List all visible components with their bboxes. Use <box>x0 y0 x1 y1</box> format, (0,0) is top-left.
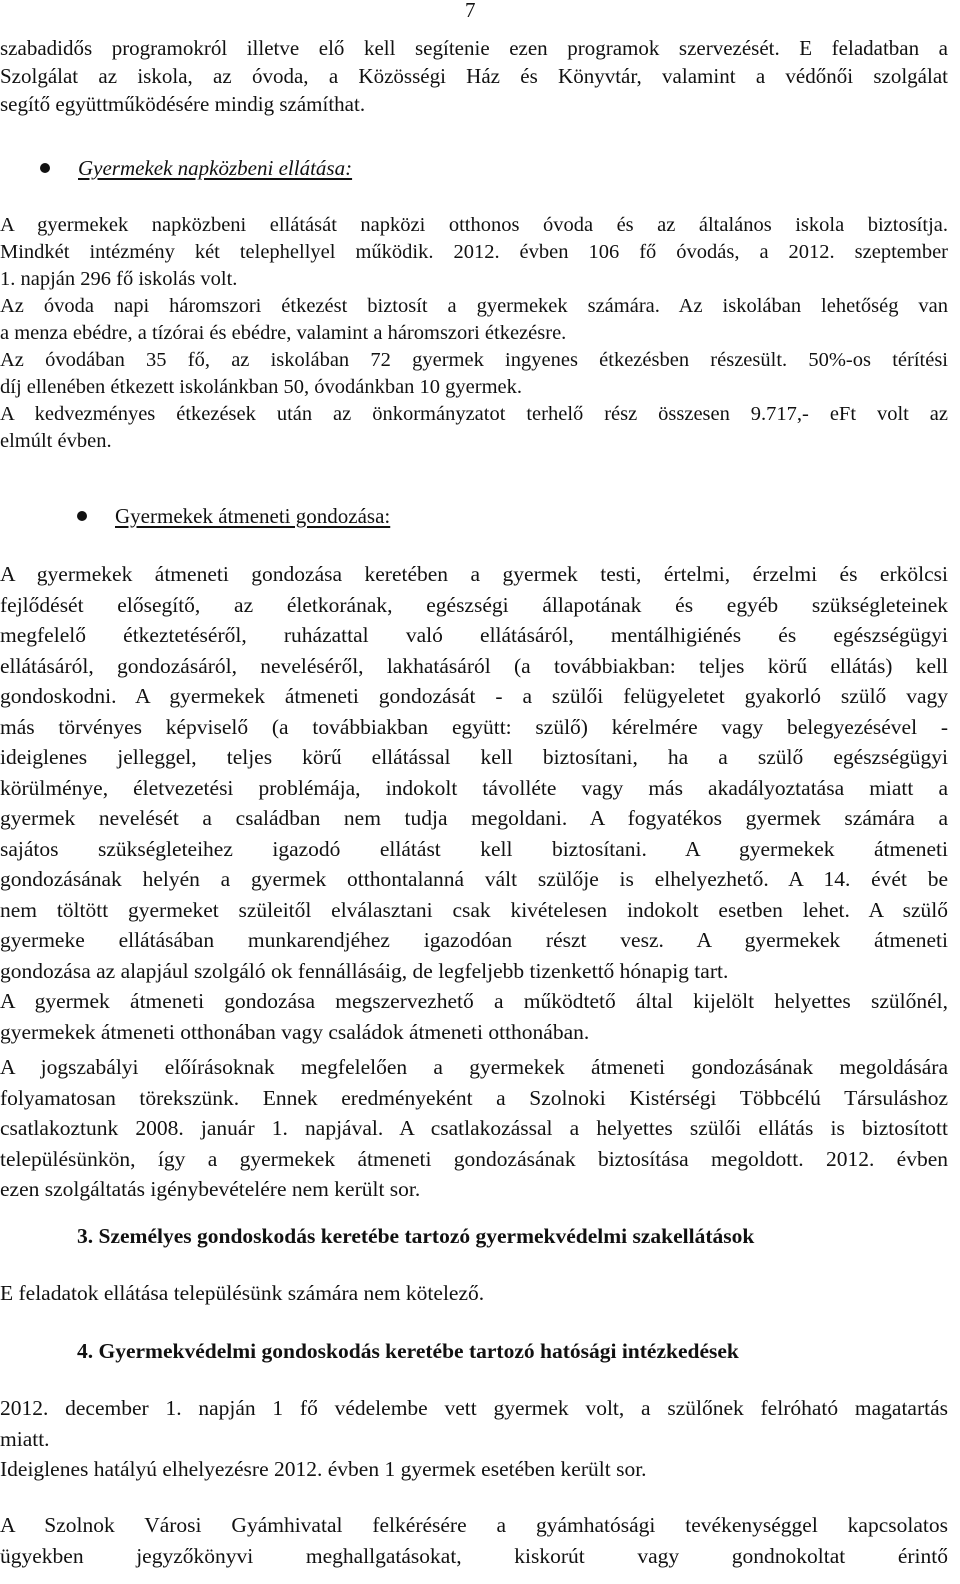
section-heading-napkozi <box>40 154 352 182</box>
text-line: megfelelő étkeztetéséről, ruházattal való ellátásáról, mentálhigiénés és egészségügyi <box>0 623 948 647</box>
bullet-icon <box>77 511 87 521</box>
text-line: más törvényes képviselő (a továbbiakban együtt: szülő) kérelmére vagy belegyezésével - <box>0 714 948 739</box>
section-3-title: 3. Személyes gondoskodás keretébe tartozó gyermekvédelmi szakellátások <box>77 1224 755 1248</box>
text-line: gondoskodni. A gyermekek átmeneti gondozását - a szülői felügyeletet gyakorló szülő vagy <box>0 684 948 708</box>
page-number: 7 <box>465 0 476 22</box>
text-line: A gyermek átmeneti gondozása megszervezhető a működtető által kijelölt helyettes szülőnél, <box>0 989 948 1013</box>
atmeneti-paragraph-2 <box>0 1052 948 1205</box>
text-line: gondozása az alapjául szolgáló ok fennállásáig, de legfeljebb tizenkettő hónapig tart. <box>0 958 729 983</box>
text-line: Az óvoda napi háromszori étkezést biztosít a gyermekek számára. Az iskolában lehetőség van <box>0 295 948 317</box>
text-line: A gyermekek átmeneti gondozása keretében a gyermek testi, értelmi, érzelmi és erkölcsi <box>0 562 948 586</box>
text-line: gyermek nevelését a családban nem tudja megoldani. A fogyatékos gyermek számára a <box>0 806 948 830</box>
text-line: A gyermekek napközbeni ellátását napközi otthonos óvoda és az általános iskola biztosítja. <box>0 214 948 236</box>
section-4-paragraph <box>0 1393 948 1485</box>
text-line: a menza ebédre, a tízórai és ebédre, valamint a háromszori étkezésre. <box>0 322 567 344</box>
text-line: elmúlt évben. <box>0 430 112 452</box>
text-line: gyermekek átmeneti otthonában vagy családok átmeneti otthonában. <box>0 1019 590 1044</box>
text-line: Mindkét intézmény két telephellyel működik. 2012. évben 106 fő óvodás, a 2012. szeptember <box>0 241 948 263</box>
text-line: 2012. december 1. napján 1 fő védelembe vett gyermek volt, a szülőnek felróható magatartás <box>0 1396 948 1420</box>
text-line: Szolgálat az iskola, az óvoda, a Közösségi Ház és Könyvtár, valamint a védőnői szolgálat <box>0 64 948 88</box>
section-3-paragraph <box>0 1278 948 1309</box>
text-line: ügyekben jegyzőkönyvi meghallgatásokat, kiskorút vagy gondnokoltat érintő <box>0 1543 948 1568</box>
text-line: szabadidős programokról illetve elő kell segítenie ezen programok szervezését. E feladatban a <box>0 36 948 60</box>
text-line: csatlakoztunk 2008. január 1. napjával. A csatlakozással a helyettes szülői ellátás is biztosított <box>0 1116 948 1140</box>
text-line: nem töltött gyermeket szüleitől elválasztani csak kivételesen indokolt esetben lehet. A szülő <box>0 897 948 922</box>
text-line: gyermeke ellátásában munkarendjéhez igazodóan részt vesz. A gyermekek átmeneti <box>0 928 948 952</box>
text-line: fejlődését elősegítő, az életkorának, egészségi állapotának és egyéb szükségleteinek <box>0 592 948 617</box>
section-4-title: 4. Gyermekvédelmi gondoskodás keretébe tartozó hatósági intézkedések <box>77 1339 739 1363</box>
text-line: sajátos szükségleteihez igazodó ellátást kell biztosítani. A gyermekek átmeneti <box>0 836 948 861</box>
heading-text: Gyermekek átmeneti gondozása: <box>115 504 391 528</box>
section-4-paragraph-2 <box>0 1510 948 1571</box>
intro-paragraph <box>0 34 948 118</box>
atmeneti-paragraph <box>0 559 948 1047</box>
bullet-icon <box>40 163 50 173</box>
text-line: ellátásáról, gondozásáról, neveléséről, lakhatásáról (a továbbiakban: teljes körű ellátás) kell <box>0 653 948 678</box>
text-line: A kedvezményes étkezések után az önkormányzatot terhelő rész összesen 9.717,- eFt volt az <box>0 403 948 425</box>
text-line: ideiglenes jelleggel, teljes körű ellátással kell biztosítani, ha a szülő egészségügyi <box>0 745 948 769</box>
text-line: településünkön, így a gyermekek átmeneti gondozásának biztosítása megoldott. 2012. évben <box>0 1146 948 1171</box>
text-line: folyamatosan törekszünk. Ennek eredményeként a Szolnoki Kistérségi Többcélú Társuláshoz <box>0 1085 948 1110</box>
text-line: A jogszabályi előírásoknak megfelelően a gyermekek átmeneti gondozásának megoldására <box>0 1055 948 1079</box>
text-line: miatt. <box>0 1426 50 1451</box>
text-line: A Szolnok Városi Gyámhivatal felkérésére a gyámhatósági tevékenységgel kapcsolatos <box>0 1513 948 1537</box>
text-line: segítő együttműködésére mindig számíthat. <box>0 92 366 116</box>
text-line: Az óvodában 35 fő, az iskolában 72 gyermek ingyenes étkezésben részesült. 50%-os térítési <box>0 349 948 371</box>
text-line: E feladatok ellátása településünk számára nem kötelező. <box>0 1281 485 1305</box>
text-line: ezen szolgáltatás igénybevételére nem került sor. <box>0 1177 421 1201</box>
heading-text: Gyermekek napközbeni ellátása: <box>78 156 353 180</box>
text-line: Ideiglenes hatályú elhelyezésre 2012. évben 1 gyermek esetében került sor. <box>0 1457 647 1481</box>
text-line: körülménye, életvezetési problémája, indokolt távolléte vagy más akadályoztatása miatt a <box>0 775 948 800</box>
text-line: díj ellenében étkezett iskolánkban 50, óvodánkban 10 gyermek. <box>0 376 523 398</box>
napkozi-paragraph <box>0 212 948 455</box>
text-line: 1. napján 296 fő iskolás volt. <box>0 268 238 290</box>
text-line: gondozásának helyén a gyermek otthontalanná vált szülője is elhelyezhető. A 14. évét be <box>0 867 948 891</box>
section-heading-atmeneti <box>77 502 390 530</box>
